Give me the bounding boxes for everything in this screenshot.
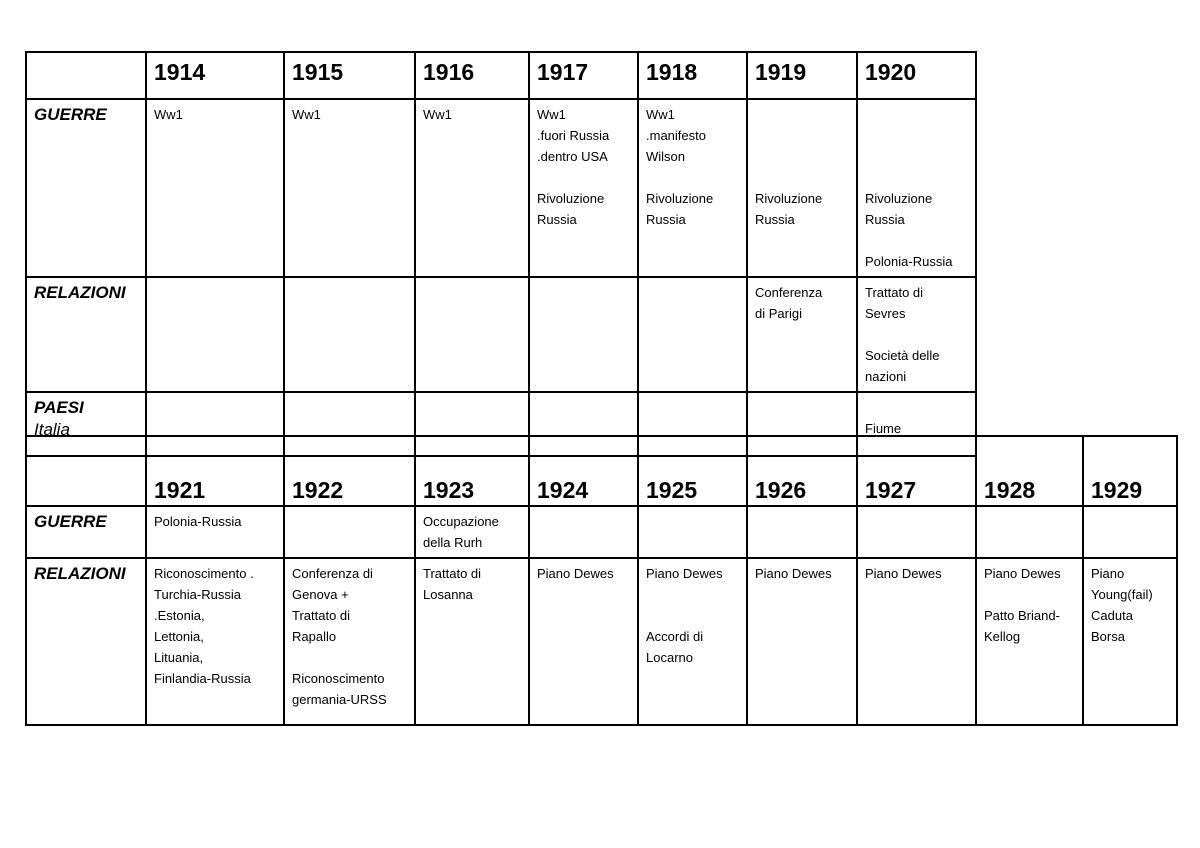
year-header: 1916 bbox=[415, 52, 529, 99]
table-cell: Piano Dewes Accordi di Locarno bbox=[638, 558, 747, 725]
table-cell: Piano Dewes bbox=[857, 558, 976, 725]
year-header: 1915 bbox=[284, 52, 415, 99]
table-cell: Ww1 .fuori Russia .dentro USA Rivoluzione Russia bbox=[529, 99, 638, 277]
row-guerre bbox=[26, 99, 976, 277]
table-cell bbox=[146, 277, 284, 392]
year-header: 1925 bbox=[638, 436, 747, 506]
row-label: GUERRE bbox=[26, 99, 146, 277]
header-row bbox=[26, 52, 976, 99]
timeline-table-1921-1929 bbox=[25, 435, 1178, 726]
table-cell: Rivoluzione Russia Polonia-Russia bbox=[857, 99, 976, 277]
table-cell: Ww1 .manifesto Wilson Rivoluzione Russia bbox=[638, 99, 747, 277]
year-header: 1917 bbox=[529, 52, 638, 99]
table-cell bbox=[284, 277, 415, 392]
table-cell bbox=[284, 506, 415, 558]
year-header: 1914 bbox=[146, 52, 284, 99]
table-cell: Fiume bbox=[857, 392, 976, 456]
table-cell bbox=[415, 277, 529, 392]
corner-cell bbox=[26, 52, 146, 99]
table-cell: Occupazione della Rurh bbox=[415, 506, 529, 558]
year-header: 1924 bbox=[529, 436, 638, 506]
table-cell bbox=[747, 506, 857, 558]
table-cell bbox=[529, 506, 638, 558]
table-cell: Piano Dewes Patto Briand- Kellog bbox=[976, 558, 1083, 725]
table-cell bbox=[638, 277, 747, 392]
table-cell: Rivoluzione Russia bbox=[747, 99, 857, 277]
table-cell: Conferenza di Parigi bbox=[747, 277, 857, 392]
table-cell bbox=[638, 506, 747, 558]
table-cell bbox=[976, 506, 1083, 558]
table-cell: Trattato di Sevres Società delle nazioni bbox=[857, 277, 976, 392]
year-header: 1921 bbox=[146, 436, 284, 506]
corner-cell bbox=[26, 436, 146, 506]
row-label: RELAZIONI bbox=[26, 558, 146, 725]
year-header: 1920 bbox=[857, 52, 976, 99]
table-cell bbox=[857, 506, 976, 558]
table-cell: Piano Young(fail) Caduta Borsa bbox=[1083, 558, 1177, 725]
row-relazioni bbox=[26, 277, 976, 392]
table-cell: Conferenza di Genova + Trattato di Rapallo Riconoscimento germania-URSS bbox=[284, 558, 415, 725]
year-header: 1923 bbox=[415, 436, 529, 506]
table-cell: Ww1 bbox=[284, 99, 415, 277]
row-label: GUERRE bbox=[26, 506, 146, 558]
year-header: 1919 bbox=[747, 52, 857, 99]
year-header: 1926 bbox=[747, 436, 857, 506]
row-label-text: PAESI bbox=[34, 398, 84, 417]
year-header: 1922 bbox=[284, 436, 415, 506]
year-header: 1918 bbox=[638, 52, 747, 99]
table-cell: Piano Dewes bbox=[529, 558, 638, 725]
table-cell bbox=[529, 277, 638, 392]
row-guerre bbox=[26, 506, 1177, 558]
row-relazioni bbox=[26, 558, 1177, 725]
table-cell: Polonia-Russia bbox=[146, 506, 284, 558]
table-cell: Trattato di Losanna bbox=[415, 558, 529, 725]
header-row bbox=[26, 436, 1177, 506]
table-cell: Riconoscimento . Turchia-Russia .Estonia, Lettonia, Lituania, Finlandia-Russia bbox=[146, 558, 284, 725]
year-header: 1927 bbox=[857, 436, 976, 506]
year-header: 1928 bbox=[976, 436, 1083, 506]
timeline-table-1914-1920 bbox=[25, 51, 977, 457]
row-sublabel: Italia bbox=[34, 420, 70, 439]
row-label: RELAZIONI bbox=[26, 277, 146, 392]
table-cell: Piano Dewes bbox=[747, 558, 857, 725]
table-cell: Ww1 bbox=[146, 99, 284, 277]
table-cell: Ww1 bbox=[415, 99, 529, 277]
year-header: 1929 bbox=[1083, 436, 1177, 506]
table-cell bbox=[1083, 506, 1177, 558]
